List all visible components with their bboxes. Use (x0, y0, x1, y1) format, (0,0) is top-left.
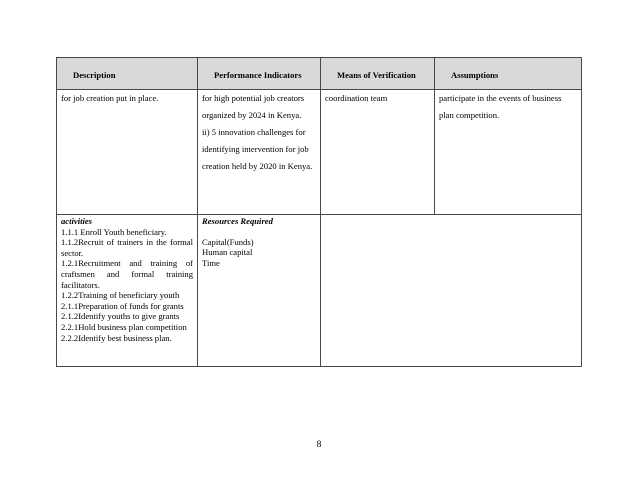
header-description: Description (57, 58, 198, 90)
resource-item: Capital(Funds) (202, 236, 254, 247)
header-row (57, 58, 582, 90)
row1-performance-line: creation held by 2020 in Kenya. (202, 161, 313, 171)
resource-item: Human capital (202, 247, 253, 258)
row1-assumptions-line: participate in the events of business (439, 93, 562, 103)
row1-assumptions-cell (435, 90, 582, 215)
row1-assumptions-line: plan competition. (439, 110, 500, 120)
row1-description-cell (57, 90, 198, 215)
activity-item: 2.1.2Identify youths to give grants (61, 311, 180, 322)
row1-performance-line: ii) 5 innovation challenges for (202, 127, 306, 137)
row1-verification-line: coordination team (325, 93, 388, 103)
resources-cell (198, 215, 321, 367)
activity-item: 1.2.1Recruitment and training of craftsmen and formal training facilitators. (61, 258, 193, 290)
activity-item: 2.2.2Identify best business plan. (61, 332, 172, 343)
activities-label: activities (61, 216, 93, 226)
header-means-of-verification: Means of Verification (321, 58, 435, 90)
activity-item: 1.1.2Recruit of trainers in the formal sector. (61, 237, 193, 258)
row1-verification-cell (321, 90, 435, 215)
row1-performance-line: organized by 2024 in Kenya. (202, 110, 302, 120)
resources-label: Resources Required (202, 216, 273, 226)
table-row (57, 90, 582, 215)
row1-performance-line: identifying intervention for job (202, 144, 309, 154)
row1-performance-cell (198, 90, 321, 215)
activity-item: 1.2.2Training of beneficiary youth (61, 290, 180, 301)
header-performance-indicators: Performance Indicators (198, 58, 321, 90)
page-number: 8 (316, 440, 322, 450)
table-row (57, 215, 582, 367)
row1-description-line: for job creation put in place. (61, 93, 159, 103)
activity-item: 1.1.1 Enroll Youth beneficiary. (61, 226, 167, 237)
activity-item: 2.2.1Hold business plan competition (61, 321, 187, 332)
header-assumptions: Assumptions (435, 58, 582, 90)
row1-performance-line: for high potential job creators (202, 93, 305, 103)
empty-cell (321, 215, 582, 367)
resource-item: Time (202, 257, 220, 268)
activities-cell (57, 215, 198, 367)
logframe-table (56, 57, 582, 367)
activity-item: 2.1.1Preparation of funds for grants (61, 300, 184, 311)
